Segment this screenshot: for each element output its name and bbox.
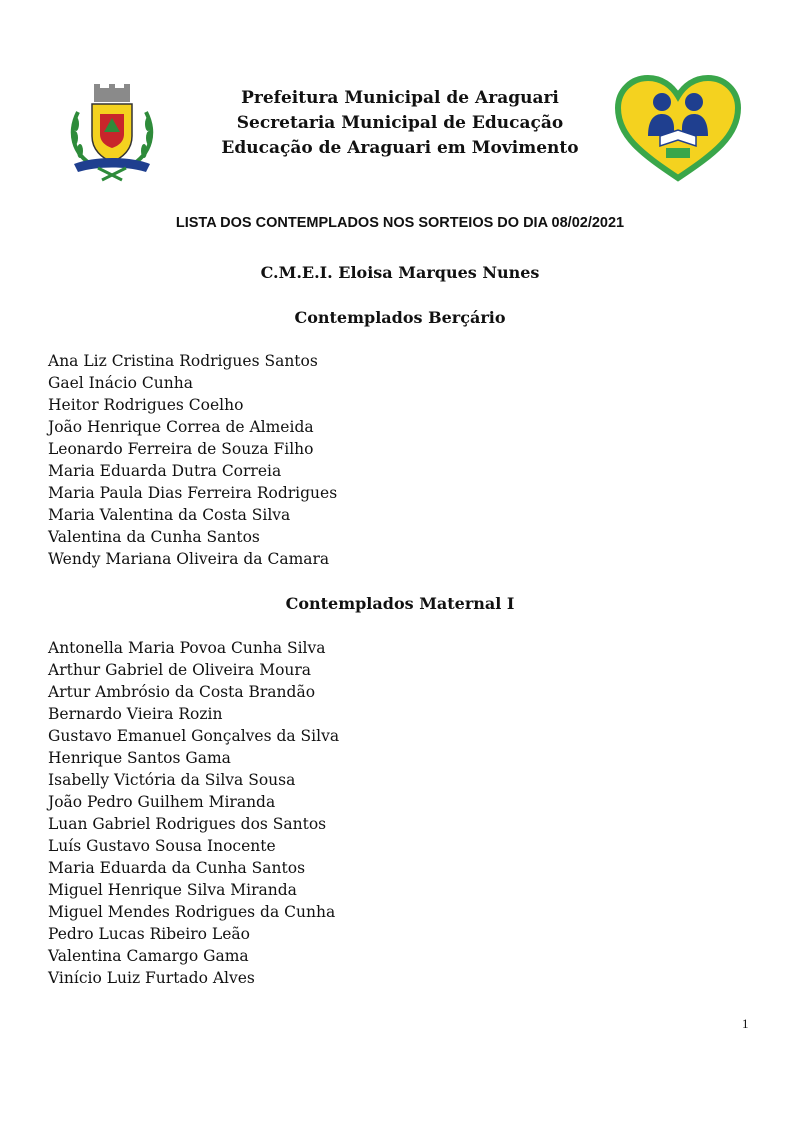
list-item: Valentina da Cunha Santos bbox=[48, 528, 260, 546]
education-heart-logo bbox=[612, 74, 744, 184]
list-item: Isabelly Victória da Silva Sousa bbox=[48, 771, 296, 789]
list-item: Arthur Gabriel de Oliveira Moura bbox=[48, 661, 312, 679]
institution-header bbox=[170, 86, 630, 161]
list-item: Bernardo Vieira Rozin bbox=[48, 705, 223, 723]
list-item: Henrique Santos Gama bbox=[48, 749, 231, 767]
list-item: Valentina Camargo Gama bbox=[48, 947, 249, 965]
header-line-secretaria: Secretaria Municipal de Educação bbox=[236, 113, 564, 133]
list-item: João Henrique Correa de Almeida bbox=[48, 418, 314, 436]
list-item: Heitor Rodrigues Coelho bbox=[48, 396, 244, 414]
name-list-bercario bbox=[48, 350, 337, 570]
list-item: Luís Gustavo Sousa Inocente bbox=[48, 837, 276, 855]
list-item: Maria Valentina da Costa Silva bbox=[48, 506, 291, 524]
header-line-prefeitura: Prefeitura Municipal de Araguari bbox=[241, 88, 559, 108]
list-item: Maria Eduarda da Cunha Santos bbox=[48, 859, 306, 877]
list-item: Maria Eduarda Dutra Correia bbox=[48, 462, 282, 480]
coat-of-arms-logo bbox=[64, 82, 160, 182]
header-line-programa: Educação de Araguari em Movimento bbox=[221, 138, 579, 158]
list-item: Ana Liz Cristina Rodrigues Santos bbox=[48, 352, 318, 370]
list-item: Luan Gabriel Rodrigues dos Santos bbox=[48, 815, 327, 833]
name-list-maternal-i bbox=[48, 637, 339, 989]
list-item: Wendy Mariana Oliveira da Camara bbox=[48, 550, 330, 568]
list-item: Miguel Henrique Silva Miranda bbox=[48, 881, 297, 899]
list-item: Maria Paula Dias Ferreira Rodrigues bbox=[48, 484, 338, 502]
page-number: 1 bbox=[742, 1016, 749, 1031]
list-item: Gael Inácio Cunha bbox=[48, 374, 193, 392]
school-name: C.M.E.I. Eloisa Marques Nunes bbox=[260, 263, 540, 282]
list-item: Miguel Mendes Rodrigues da Cunha bbox=[48, 903, 336, 921]
list-item: Antonella Maria Povoa Cunha Silva bbox=[48, 639, 326, 657]
list-item: João Pedro Guilhem Miranda bbox=[48, 793, 276, 811]
section-heading-maternal-i: Contemplados Maternal I bbox=[285, 594, 515, 613]
list-item: Gustavo Emanuel Gonçalves da Silva bbox=[48, 727, 340, 745]
list-item: Pedro Lucas Ribeiro Leão bbox=[48, 925, 250, 943]
list-item: Leonardo Ferreira de Souza Filho bbox=[48, 440, 314, 458]
list-item: Artur Ambrósio da Costa Brandão bbox=[48, 683, 316, 701]
document-title: LISTA DOS CONTEMPLADOS NOS SORTEIOS DO DIA 08/02/2021 bbox=[175, 215, 625, 231]
section-heading-bercario: Contemplados Berçário bbox=[294, 308, 506, 327]
list-item: Vinício Luiz Furtado Alves bbox=[48, 969, 255, 987]
